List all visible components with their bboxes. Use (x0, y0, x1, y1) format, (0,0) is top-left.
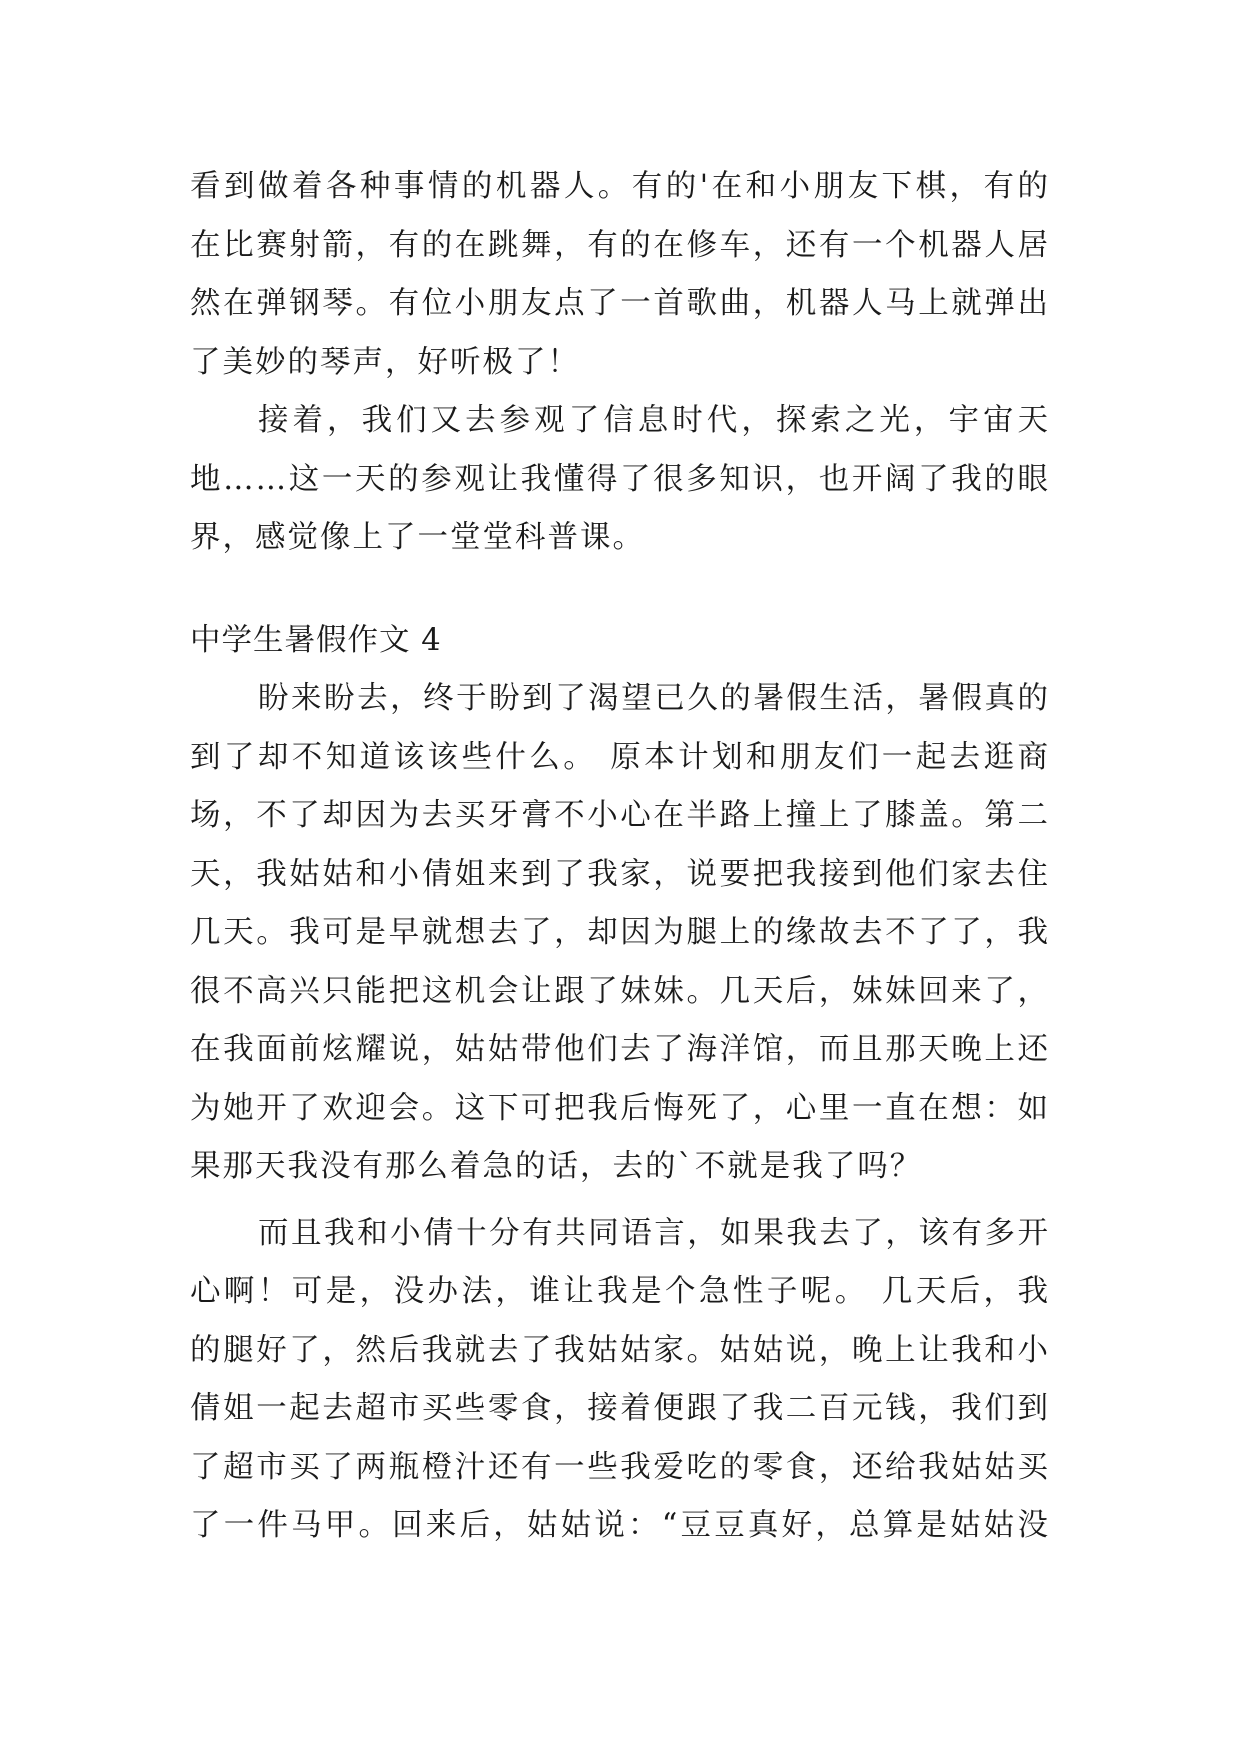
section-gap (190, 568, 1050, 612)
text-line: 到了却不知道该该些什么。 原本计划和朋友们一起去逛商 (190, 739, 1050, 775)
text-line: 为她开了欢迎会。这下可把我后悔死了，心里一直在想：如 (190, 1090, 1050, 1126)
text-line: 接着，我们又去参观了信息时代，探索之光，宇宙天 (258, 403, 1050, 438)
section-heading: 中学生暑假作文 4 (190, 622, 442, 658)
paragraph-gap (190, 1197, 1050, 1205)
text-line: 心啊！可是，没办法，谁让我是个急性子呢。 几天后，我 (190, 1274, 1050, 1309)
text-line: 很不高兴只能把这机会让跟了妹妹。几天后，妹妹回来了， (190, 973, 1050, 1009)
text-line: 倩姐一起去超市买些零食，接着便跟了我二百元钱，我们到 (190, 1391, 1050, 1426)
text-line: 盼来盼去，终于盼到了渴望已久的暑假生活，暑假真的 (258, 681, 1050, 716)
paragraph-visit (190, 392, 1050, 568)
paragraph-robots (190, 158, 1050, 392)
text-line: 界，感觉像上了一堂堂科普课。 (190, 520, 645, 555)
text-line: 了超市买了两瓶橙汁还有一些我爱吃的零食，还给我姑姑买 (190, 1449, 1050, 1485)
text-line: 看到做着各种事情的机器人。有的'在和小朋友下棋，有的 (190, 169, 1050, 204)
text-line: 了一件马甲。回来后，姑姑说：“豆豆真好，总算是姑姑没 (190, 1508, 1050, 1543)
text-line: 果那天我没有那么着急的话，去的`不就是我了吗？ (190, 1149, 923, 1184)
text-line: 然在弹钢琴。有位小朋友点了一首歌曲，机器人马上就弹出 (190, 286, 1050, 321)
text-line: 几天。我可是早就想去了，却因为腿上的缘故去不了了，我 (190, 915, 1050, 950)
text-line: 了美妙的琴声，好听极了！ (190, 344, 580, 380)
text-line: 在比赛射箭，有的在跳舞，有的在修车，还有一个机器人居 (190, 227, 1050, 263)
paragraph-cousin (190, 1205, 1050, 1556)
text-line: 而且我和小倩十分有共同语言，如果我去了，该有多开 (258, 1215, 1050, 1251)
paragraph-summer (190, 670, 1050, 1197)
text-line: 地……这一天的参观让我懂得了很多知识，也开阔了我的眼 (190, 461, 1050, 497)
text-line: 场，不了却因为去买牙膏不小心在半路上撞上了膝盖。第二 (190, 798, 1050, 833)
text-line: 的腿好了，然后我就去了我姑姑家。姑姑说，晚上让我和小 (190, 1332, 1050, 1368)
text-line: 天，我姑姑和小倩姐来到了我家，说要把我接到他们家去住 (190, 856, 1050, 892)
document-body (190, 158, 1050, 1556)
text-line: 在我面前炫耀说，姑姑带他们去了海洋馆，而且那天晚上还 (190, 1032, 1050, 1067)
